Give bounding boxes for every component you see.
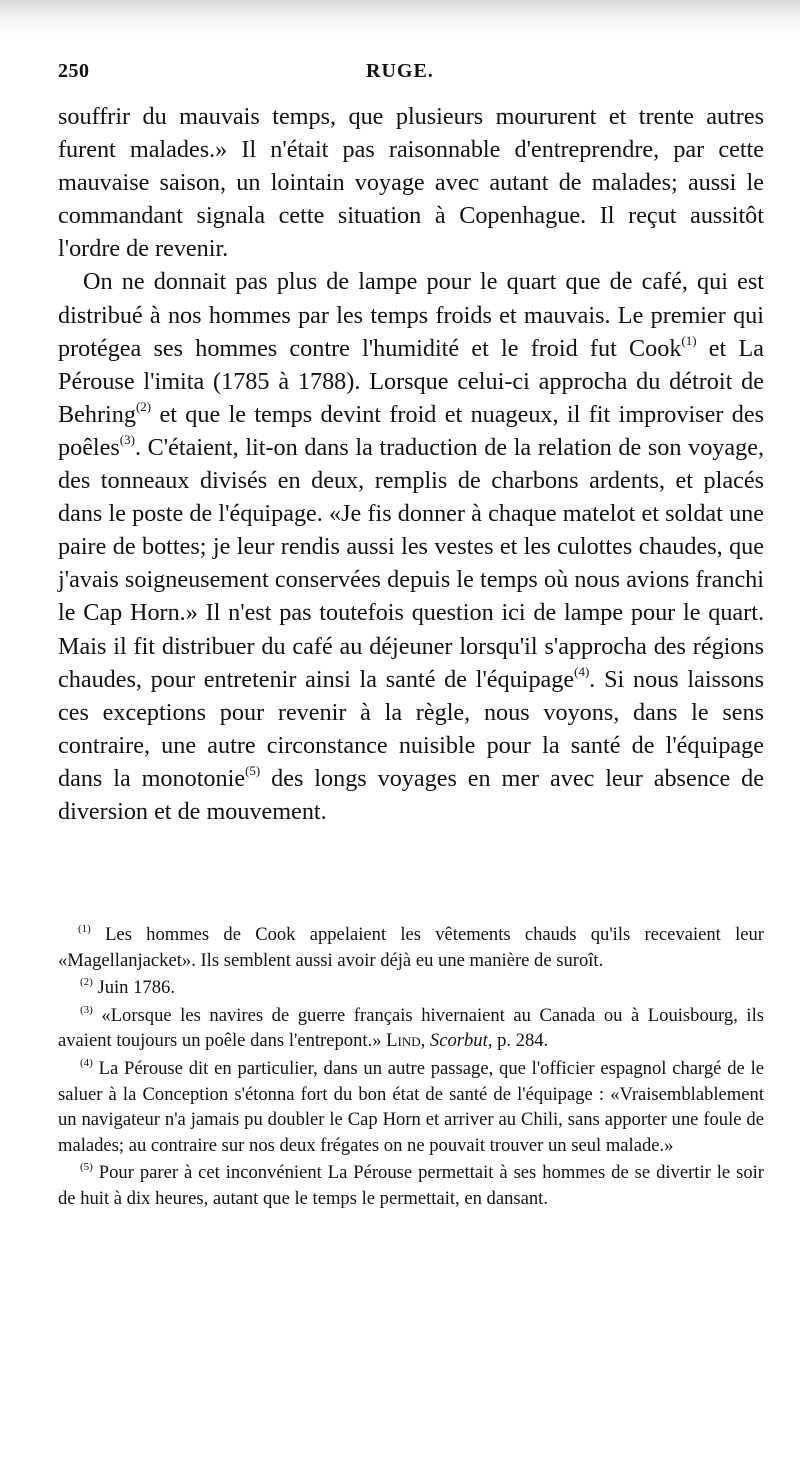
- main-text: [58, 100, 764, 828]
- footnote-5: $^{(5)}$ Pour parer à cet inconvénient La Pérouse permettait à ses hommes de se divertir le soir de huit à dix heures, autant que le temps le permettait, en dansant.: [58, 1161, 764, 1209]
- footnote-ref-2: (2): [135, 398, 152, 414]
- paragraph-1: souffrir du mauvais temps, que plusieurs moururent et trente autres furent malades.» Il n'était pas raisonnable d'entreprendre, par cette mauvaise saison, un lointain voyage avec autant de malades; aussi le commandant signala cette situation à Copenhague. Il reçut aussitôt l'ordre de revenir.: [58, 103, 764, 263]
- running-title: RUGE.: [366, 60, 434, 82]
- footnote-ref-1: (1): [681, 332, 697, 348]
- footnote-ref-4: (4): [574, 663, 590, 679]
- page-header: [58, 60, 758, 88]
- footnote-1: $^{(1)}$ Les hommes de Cook appelaient les vêtements chauds qu'ils recevaient leur «Magellanjacket». Ils semblent aussi avoir déjà eu une manière de suroît.: [58, 923, 764, 971]
- paragraph-2: On ne donnait pas plus de lampe pour le quart que de café, qui est distribué à nos hommes par les temps froids et mauvais. Le premier qui protégea ses hommes contre l'humidité et le froid fut Cook$^{(1)}$ et La Pérouse l'imita (1785 à 1788). Lorsque celui-ci approcha du détroit de Behring$^{(2)}$ et que le temps devint froid et nuageux, il fit improviser des poêles$^{(3)}$. C'étaient, lit-on dans la traduction de la relation de son voyage, des tonneaux divisés en deux, remplis de charbons ardents, et placés dans le poste de l'équipage. «Je fis donner à chaque matelot et soldat une paire de bottes; je leur rendis aussi les vestes et les culottes chaudes, que j'avais soigneusement conservées depuis le temps où nous avions franchi le Cap Horn.» Il n'est pas toutefois question ici de lampe pour le quart. Mais il fit distribuer du café au déjeuner lorsqu'il s'approcha des régions chaudes, pour entretenir ainsi la santé de l'équipage$^{(4)}$. Si nous laissons ces exceptions pour revenir à la règle, nous voyons, dans le sens contraire, une autre circonstance nuisible pour la santé de l'équipage dans la monotonie$^{(5)}$ des longs voyages en mer avec leur absence de diversion et de mouvement.: [58, 268, 765, 825]
- footnote-ref-5: (5): [245, 762, 261, 778]
- page-number: 250: [58, 60, 90, 82]
- footnote-4: $^{(4)}$ La Pérouse dit en particulier, dans un autre passage, que l'officier espagnol chargé de le saluer à la Conception s'étonna fort du bon état de santé de l'équipage : «Vraisemblablement un navigateur n'a jamais pu doubler le Cap Horn et arriver au Chili, sans apporter une foule de malades; au contraire sur nos deux frégates on ne pouvait trouver un seul malade.»: [58, 1056, 764, 1156]
- footnote-3: $^{(3)}$ «Lorsque les navires de guerre français hivernaient au Canada ou à Louisbourg, ils avaient toujours un poêle dans l'entrepont.» Lind, Scorbut, p. 284.: [58, 1003, 764, 1052]
- footnote-2: $^{(2)}$ Juin 1786.: [80, 976, 175, 999]
- footnotes: [58, 922, 764, 1214]
- footnote-ref-3: (3): [119, 431, 135, 447]
- scan-top-edge: [0, 0, 800, 36]
